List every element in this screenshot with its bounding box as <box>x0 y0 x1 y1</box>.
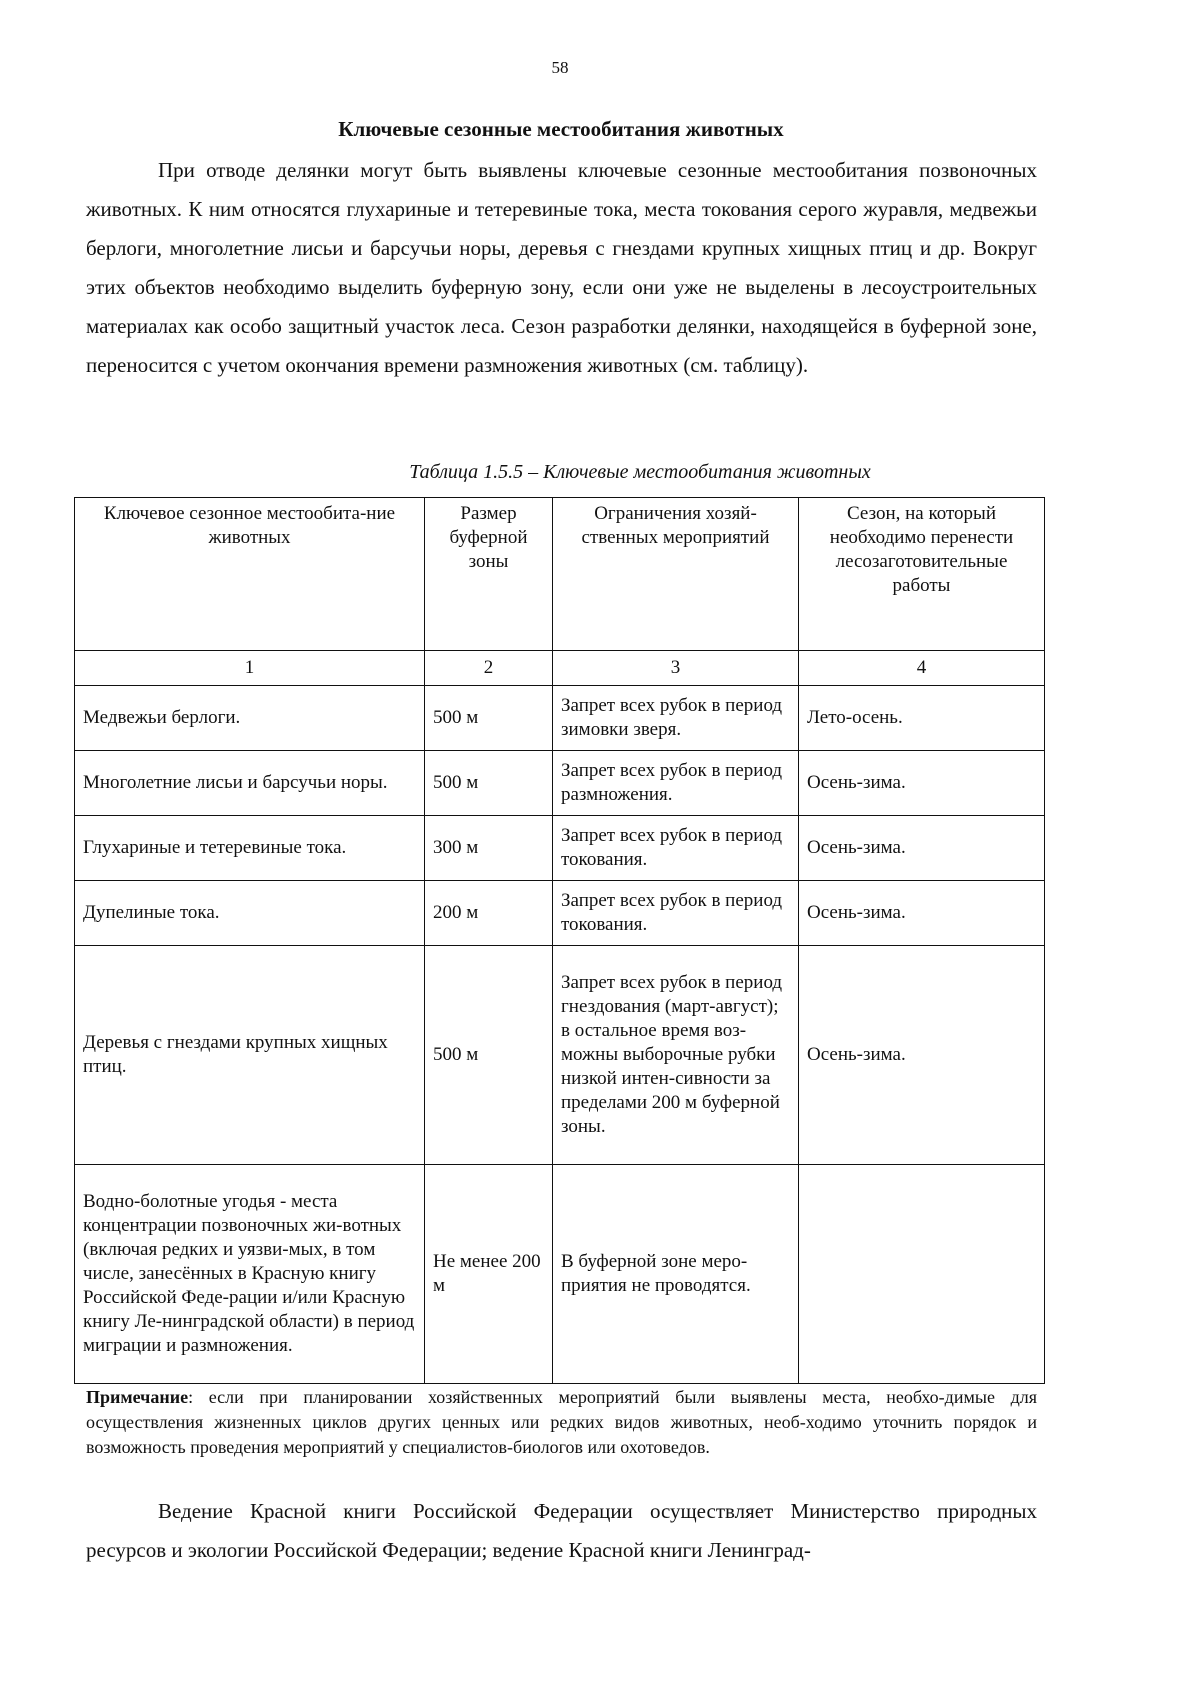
cell-restriction: Запрет всех рубок в период токования. <box>553 881 799 946</box>
cell-buffer: 500 м <box>425 686 553 751</box>
cell-habitat: Глухариные и тетеревиные тока. <box>75 816 425 881</box>
cell-habitat: Медвежьи берлоги. <box>75 686 425 751</box>
cell-restriction: Запрет всех рубок в период зимовки зверя. <box>553 686 799 751</box>
cell-habitat: Дупелиные тока. <box>75 881 425 946</box>
cell-restriction: В буферной зоне меро-приятия не проводятся. <box>553 1165 799 1384</box>
cell-restriction: Запрет всех рубок в период токования. <box>553 816 799 881</box>
header-cell: Сезон, на который необходимо перенести лесозаготовительные работы <box>799 498 1045 651</box>
column-number: 3 <box>553 651 799 686</box>
cell-season: Осень-зима. <box>799 881 1045 946</box>
column-number: 1 <box>75 651 425 686</box>
cell-buffer: 500 м <box>425 946 553 1165</box>
cell-season: Лето-осень. <box>799 686 1045 751</box>
note-text: : если при планировании хозяйственных мероприятий были выявлены места, необхо-димые для осуществления жизненных циклов других ценных или редких видов животных, необ-ходимо уточнить порядок и возможность проведения мероприятий у специалистов-биологов или охотоведов. <box>86 1387 1037 1457</box>
cell-habitat: Водно-болотные угодья - места концентрации позвоночных жи-вотных (включая редких и уязви-мых, в том числе, занесённых в Красную книгу Российской Феде-рации и/или Красную книгу Ле-нинградской области) в период миграции и размножения. <box>75 1165 425 1384</box>
table-header-row <box>75 498 1045 651</box>
header-cell: Ключевое сезонное местообита-ние животных <box>75 498 425 651</box>
cell-season <box>799 1165 1045 1384</box>
cell-season: Осень-зима. <box>799 816 1045 881</box>
table-row <box>75 946 1045 1165</box>
cell-buffer: 200 м <box>425 881 553 946</box>
note-label: Примечание <box>86 1387 189 1407</box>
column-number-row <box>75 651 1045 686</box>
column-number: 2 <box>425 651 553 686</box>
table-row <box>75 1165 1045 1384</box>
cell-season: Осень-зима. <box>799 946 1045 1165</box>
closing-paragraph: Ведение Красной книги Российской Федерации осуществляет Министерство природных ресурсов и экологии Российской Федерации; ведение Красной книги Ленинград- <box>86 1499 1037 1562</box>
table-note <box>86 1385 1037 1460</box>
cell-buffer: 500 м <box>425 751 553 816</box>
intro-paragraph: При отводе делянки могут быть выявлены ключевые сезонные местообитания позвоночных животных. К ним относятся глухариные и тетеревиные тока, места токования серого журавля, медвежьи берлоги, многолетние лисьи и барсучьи норы, деревья с гнездами крупных хищных птиц и др. Вокруг этих объектов необходимо выделить буферную зону, если они уже не выделены в лесоустроительных материалах как особо защитный участок леса. Сезон разработки делянки, находящейся в буферной зоне, переносится с учетом окончания времени размножения животных (см. таблицу). <box>86 158 1037 377</box>
cell-restriction: Запрет всех рубок в период размножения. <box>553 751 799 816</box>
header-cell: Ограничения хозяй-ственных мероприятий <box>553 498 799 651</box>
table-row <box>75 881 1045 946</box>
cell-buffer: 300 м <box>425 816 553 881</box>
table-row <box>75 686 1045 751</box>
page-number: 58 <box>551 58 569 77</box>
header-cell: Размер буферной зоны <box>425 498 553 651</box>
cell-habitat: Деревья с гнездами крупных хищных птиц. <box>75 946 425 1165</box>
cell-season: Осень-зима. <box>799 751 1045 816</box>
table-caption-text: Таблица 1.5.5 – Ключевые местообитания животных <box>409 461 871 483</box>
table-row <box>75 816 1045 881</box>
cell-buffer: Не менее 200 м <box>425 1165 553 1384</box>
table-row <box>75 751 1045 816</box>
column-number: 4 <box>799 651 1045 686</box>
cell-habitat: Многолетние лисьи и барсучьи норы. <box>75 751 425 816</box>
cell-restriction: Запрет всех рубок в период гнездования (март-август); в остальное время воз-можны выборочные рубки низкой интен-сивности за пределами 200 м буферной зоны. <box>553 946 799 1165</box>
section-heading: Ключевые сезонные местообитания животных <box>338 117 784 141</box>
table-caption <box>0 461 1200 484</box>
habitat-table <box>74 497 1045 1384</box>
